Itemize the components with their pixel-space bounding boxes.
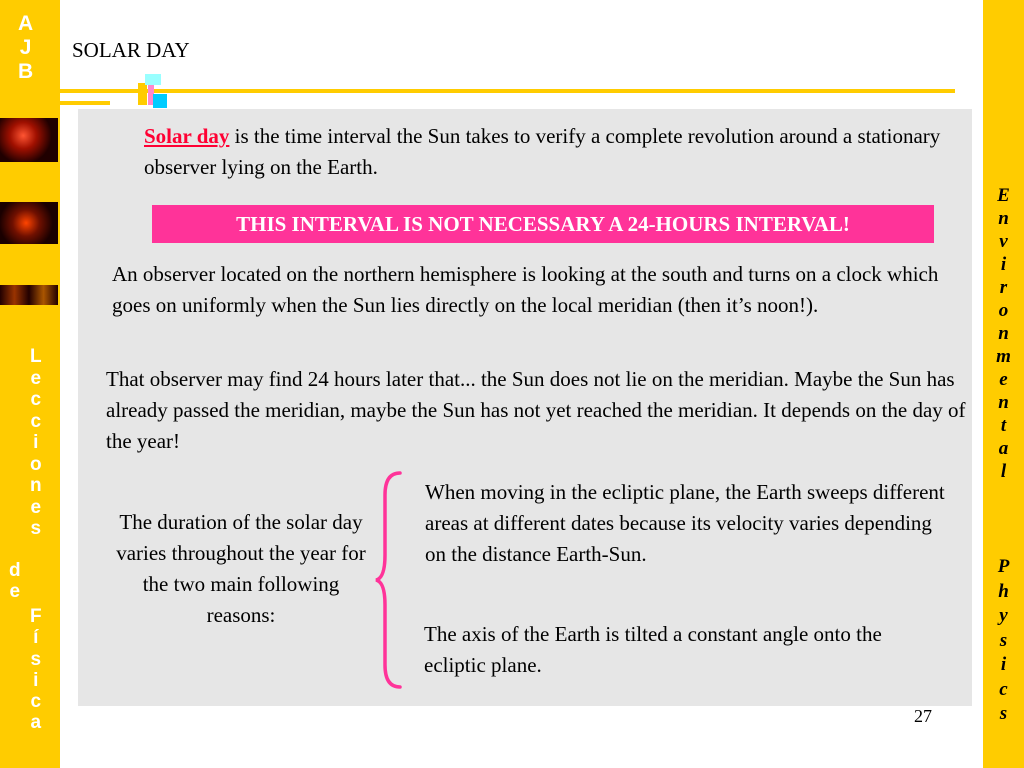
page-number: 27 [914,706,932,726]
title-underline [60,89,955,93]
reason-item: The axis of the Earth is tilted a constant angle onto the ecliptic plane. [424,622,882,677]
reason-item: When moving in the ecliptic plane, the Earth sweeps different areas at different dates because its velocity varies depending on the distance Earth-Sun. [425,480,945,566]
vertical-letter: o [998,300,1009,321]
vertical-letter: d [9,560,21,581]
observer-paragraph: An observer located on the northern hemisphere is looking at the south and turns on a clock which goes on uniformly when the Sun lies directly on the local meridian (then it’s noon!). [112,262,939,317]
vertical-letter: a [30,712,42,734]
vertical-letter: n [30,475,42,496]
solar-day-term: Solar day [144,124,230,148]
vertical-letter: A [18,12,34,35]
left-sidebar [0,0,60,768]
vertical-letter: o [30,453,42,475]
de-vertical-text [9,560,21,602]
thumbnail-image-3 [0,285,58,305]
physics-vertical-text [983,555,1024,727]
slide-title: SOLAR DAY [72,38,190,62]
highlight-banner: THIS INTERVAL IS NOT NECESSARY A 24-HOURS INTERVAL! [152,205,934,243]
vertical-letter: e [30,367,42,389]
vertical-letter: t [1000,415,1007,436]
vertical-letter: c [30,410,42,432]
vertical-letter: n [998,392,1009,413]
right-sidebar [983,0,1024,768]
vertical-letter: i [33,669,39,691]
vertical-letter: í [33,627,39,649]
decor-square-cyan [153,94,167,108]
curly-brace-icon [370,470,406,690]
vertical-letter: e [9,581,21,602]
vertical-letter: i [33,432,39,453]
vertical-letter: L [30,346,42,367]
duration-text: The duration of the solar day varies throughout the year for the two main following reasons: [116,510,366,627]
vertical-letter: P [997,556,1010,577]
vertical-letter: i [1000,254,1007,275]
vertical-letter: F [30,606,42,627]
vertical-letter: y [999,605,1008,626]
thumbnail-image-2 [0,202,58,244]
lecciones-vertical-text [30,346,42,540]
vertical-letter: n [998,208,1009,229]
decor-square-light-cyan [145,74,161,85]
vertical-letter: v [999,231,1008,252]
vertical-letter: h [998,580,1009,602]
vertical-letter: B [18,60,34,83]
vertical-letter: m [996,346,1011,367]
vertical-letter: l [1000,461,1007,482]
vertical-letter: c [999,678,1008,700]
thumbnail-image-1 [0,118,58,162]
vertical-letter: c [30,691,42,713]
vertical-letter: i [1000,654,1007,675]
decor-square-yellow [138,83,147,105]
title-underline-short [60,101,110,105]
vertical-letter: s [30,648,42,670]
vertical-letter: e [30,496,42,518]
vertical-letter: s [999,703,1008,724]
vertical-letter: a [998,438,1009,459]
environmental-vertical-text [983,184,1024,483]
vertical-letter: r [999,277,1008,298]
vertical-letter: J [19,36,32,59]
ajb-logo-text [18,12,33,84]
vertical-letter: e [999,369,1008,390]
vertical-letter: c [30,389,42,410]
vertical-letter: n [998,323,1009,344]
solar-day-definition [144,121,944,183]
fisica-vertical-text [30,606,42,734]
vertical-letter: s [30,518,42,539]
meridian-paragraph: That observer may find 24 hours later that... the Sun does not lie on the meridian. Maybe the Sun has already passed the meridian, maybe the Sun has not yet reached the meridian. It depends on the day of the year! [106,367,966,453]
vertical-letter: E [997,185,1010,206]
definition-text: is the time interval the Sun takes to verify a complete revolution around a stationary observer lying on the Earth. [144,124,941,179]
vertical-letter: s [999,629,1008,651]
